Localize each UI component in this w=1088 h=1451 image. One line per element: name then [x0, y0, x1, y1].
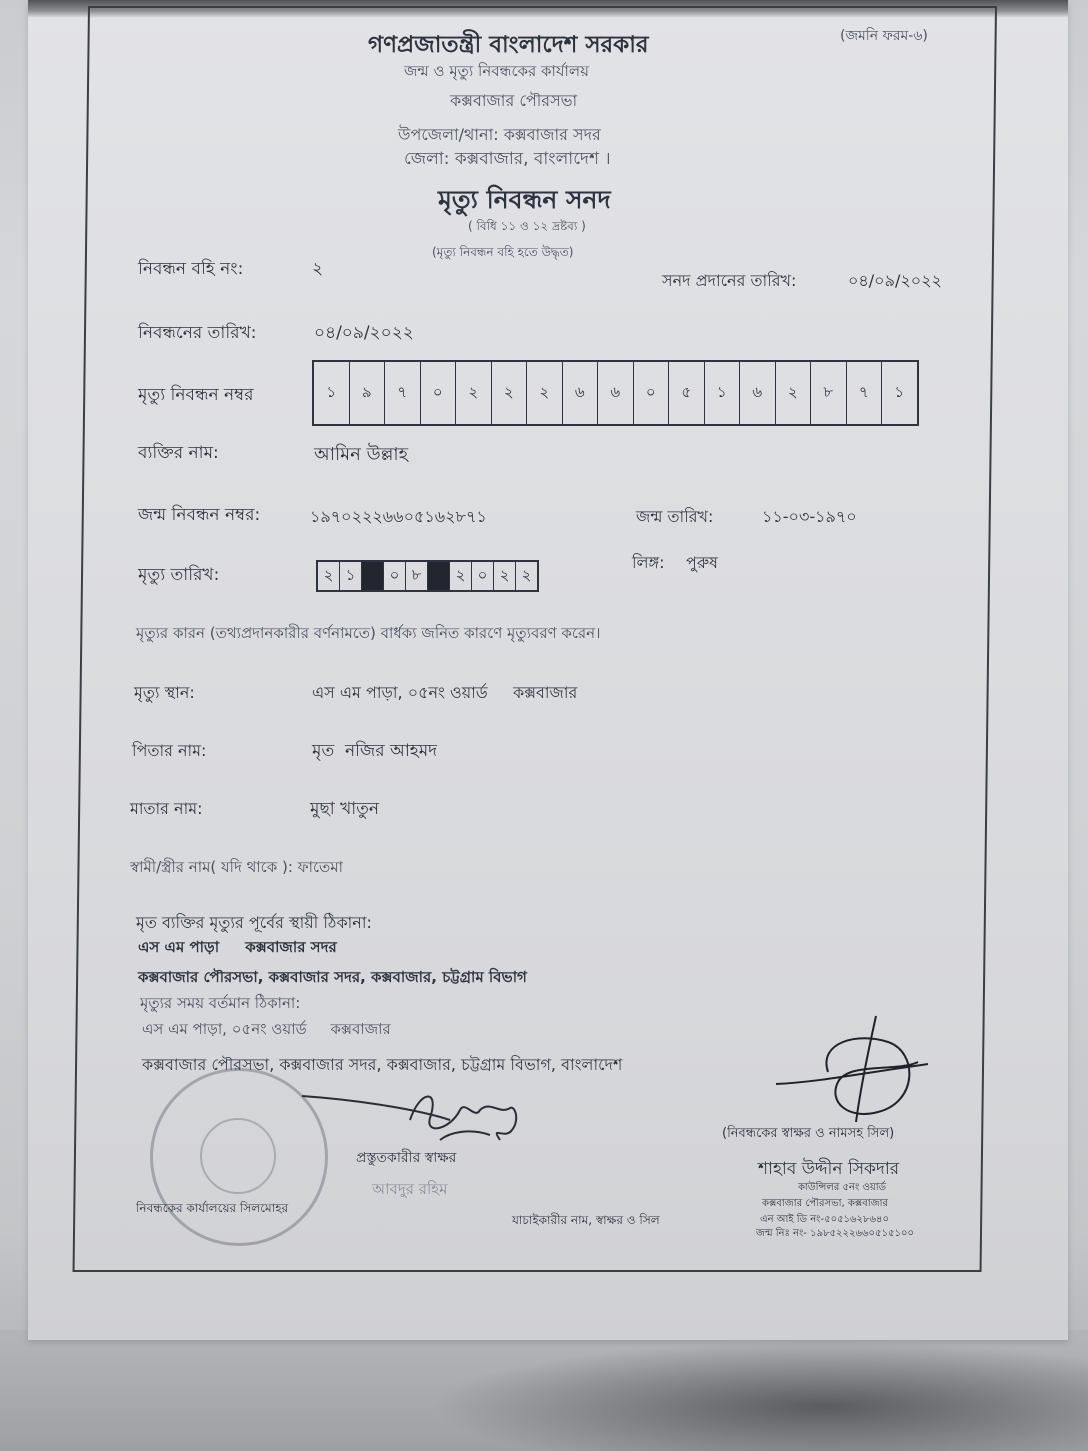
- birth-reg-label: জন্ম নিবন্ধন নম্বর:: [138, 505, 261, 525]
- death-date-digit-cell: ২: [450, 562, 472, 590]
- registrar-sign-label: (নিবন্ধকের স্বাক্ষর ও নামসহ সিল): [722, 1126, 895, 1141]
- death-reg-digit-cell: ২: [527, 362, 563, 424]
- municipality-name: কক্সবাজার পৌরসভা: [450, 91, 578, 110]
- death-date-digit-cell: ০: [384, 562, 406, 590]
- death-cause: মৃত্যুর কারন (তথ্যপ্রদানকারীর বর্ণনামতে) বার্ধক্য জনিত কারণে মৃত্যুবরণ করেন।: [136, 624, 601, 642]
- death-reg-digit-cell: ১: [314, 362, 350, 424]
- reg-date-label: নিবন্ধনের তারিখ:: [138, 323, 257, 343]
- spouse-line: স্বামী/স্ত্রীর নাম( যদি থাকে ): ফাতেমা: [130, 858, 343, 876]
- certificate-title: মৃত্যু নিবন্ধন সনদ: [438, 185, 611, 214]
- registrar-signature: [768, 1012, 938, 1124]
- permanent-address-line2: কক্সবাজার পৌরসভা, কক্সবাজার সদর, কক্সবাজার, চট্টগ্রাম বিভাগ: [138, 968, 527, 986]
- registrar-name: শাহাব উদ্দীন সিকদার: [758, 1159, 900, 1179]
- name-label: ব্যক্তির নাম:: [138, 443, 219, 463]
- office-seal-label: নিবন্ধকের কার্যালয়ের সিলমোহর: [136, 1201, 289, 1215]
- gender-value: পুরুষ: [686, 553, 718, 572]
- death-reg-digit-cell: ০: [421, 362, 457, 424]
- permanent-address-label: মৃত ব্যক্তির মৃত্যুর পূর্বের স্থায়ী ঠিকানা:: [136, 913, 372, 932]
- preparer-signature: [300, 1080, 530, 1150]
- death-date-digit-cell: ১: [340, 562, 362, 590]
- birth-date-value: ১১-০৩-১৯৭০: [762, 507, 857, 526]
- issue-date-value: ০৪/০৯/২০২২: [848, 271, 942, 290]
- birth-reg-value: ১৯৭০২২২৬৬০৫১৬২৮৭১: [310, 507, 487, 526]
- father-value: মৃত নজির আহমদ: [312, 741, 438, 761]
- death-reg-digit-cell: ২: [456, 362, 492, 424]
- death-date-boxes: [316, 560, 539, 592]
- death-reg-digit-cell: ২: [776, 362, 812, 424]
- place-label: মৃত্যু স্থান:: [134, 683, 195, 702]
- death-reg-digit-cell: ৭: [847, 362, 883, 424]
- mother-value: মুছা খাতুন: [310, 799, 380, 819]
- issue-date-label: সনদ প্রদানের তারিখ:: [662, 271, 797, 290]
- mother-label: মাতার নাম:: [130, 799, 203, 818]
- registrar-office: কক্সবাজার পৌরসভা, কক্সবাজার: [762, 1198, 889, 1209]
- book-no-value: ২: [312, 259, 324, 279]
- gender-label: লিঙ্গ:: [632, 553, 665, 572]
- name-value: আমিন উল্লাহ: [314, 444, 409, 465]
- death-date-label: মৃত্যু তারিখ:: [138, 565, 220, 585]
- registrar-nid: এন আই ডি নং-৫০৫১৬২৮৬৪০: [760, 1214, 890, 1225]
- reg-date-value: ০৪/০৯/২০২২: [314, 323, 414, 343]
- book-no-label: নিবন্ধন বহি নং:: [138, 259, 244, 279]
- father-label: পিতার নাম:: [132, 741, 207, 760]
- death-reg-no-label: মৃত্যু নিবন্ধন নম্বর: [138, 385, 254, 405]
- permanent-address-line1: এস এম পাড়া কক্সবাজার সদর: [138, 938, 337, 956]
- registrar-birth-reg: জন্ম নিঃ নং- ১৯৮৫২২২৬৬০৫১৫১০০: [756, 1228, 915, 1239]
- form-code: (জমনি ফরম-৬): [840, 28, 928, 44]
- death-reg-digit-cell: ২: [492, 362, 528, 424]
- seal-emblem: [200, 1118, 276, 1194]
- death-date-digit-cell: ২: [494, 562, 516, 590]
- upazila-line: উপজেলা/থানা: কক্সবাজার সদর: [398, 125, 601, 144]
- death-reg-digit-cell: ১: [705, 362, 741, 424]
- death-reg-digit-cell: ৫: [669, 362, 705, 424]
- registrar-title: কাউন্সিলর ৫নং ওয়ার্ড: [798, 1182, 886, 1193]
- death-reg-digit-cell: ৯: [350, 362, 386, 424]
- district-line: জেলা: কক্সবাজার, বাংলাদেশ ।: [404, 149, 611, 169]
- present-address-line1: এস এম পাড়া, ০৫নং ওয়ার্ড কক্সবাজার: [142, 1020, 391, 1038]
- govt-title: গণপ্রজাতন্ত্রী বাংলাদেশ সরকার: [368, 32, 649, 58]
- shadow: [430, 1340, 1088, 1451]
- death-reg-digit-cell: ৬: [598, 362, 634, 424]
- verifier-label: যাচাইকারীর নাম, স্বাক্ষর ও সিল: [512, 1213, 660, 1227]
- death-date-digit-cell: ২: [318, 562, 340, 590]
- death-reg-digit-cell: ৬: [740, 362, 776, 424]
- office-name: জন্ম ও মৃত্যু নিবন্ধকের কার্যালয়: [404, 62, 589, 80]
- death-reg-digit-cell: ৮: [811, 362, 847, 424]
- birth-date-label: জন্ম তারিখ:: [636, 507, 714, 526]
- death-reg-digit-cell: ৬: [563, 362, 599, 424]
- death-reg-digit-cell: ১: [894, 382, 905, 401]
- stamp-name: আবদুর রহিম: [372, 1180, 448, 1198]
- death-reg-digit-cell: ০: [634, 362, 670, 424]
- death-reg-digit-cell: ৭: [385, 362, 421, 424]
- death-date-digit-cell: ০: [472, 562, 494, 590]
- date-separator-cell: [362, 562, 384, 590]
- present-address-label: মৃত্যুর সময় বর্তমান ঠিকানা:: [140, 994, 301, 1012]
- extract-note: (মৃত্যু নিবন্ধন বহি হতে উদ্ধৃত): [432, 245, 574, 259]
- place-value: এস এম পাড়া, ০৫নং ওয়ার্ড কক্সবাজার: [312, 683, 578, 702]
- preparer-sign-label: প্রস্তুতকারীর স্বাক্ষর: [356, 1150, 457, 1166]
- date-separator-cell: [428, 562, 450, 590]
- death-date-digit-cell: ২: [521, 565, 532, 584]
- death-date-digit-cell: ৮: [406, 562, 428, 590]
- rule-reference: ( বিধি ১১ ও ১২ দ্রষ্টব্য ): [468, 219, 586, 233]
- death-reg-no-boxes: [312, 360, 919, 426]
- present-address-line2: কক্সবাজার পৌরসভা, কক্সবাজার সদর, কক্সবাজার, চট্টগ্রাম বিভাগ, বাংলাদেশ: [142, 1055, 623, 1074]
